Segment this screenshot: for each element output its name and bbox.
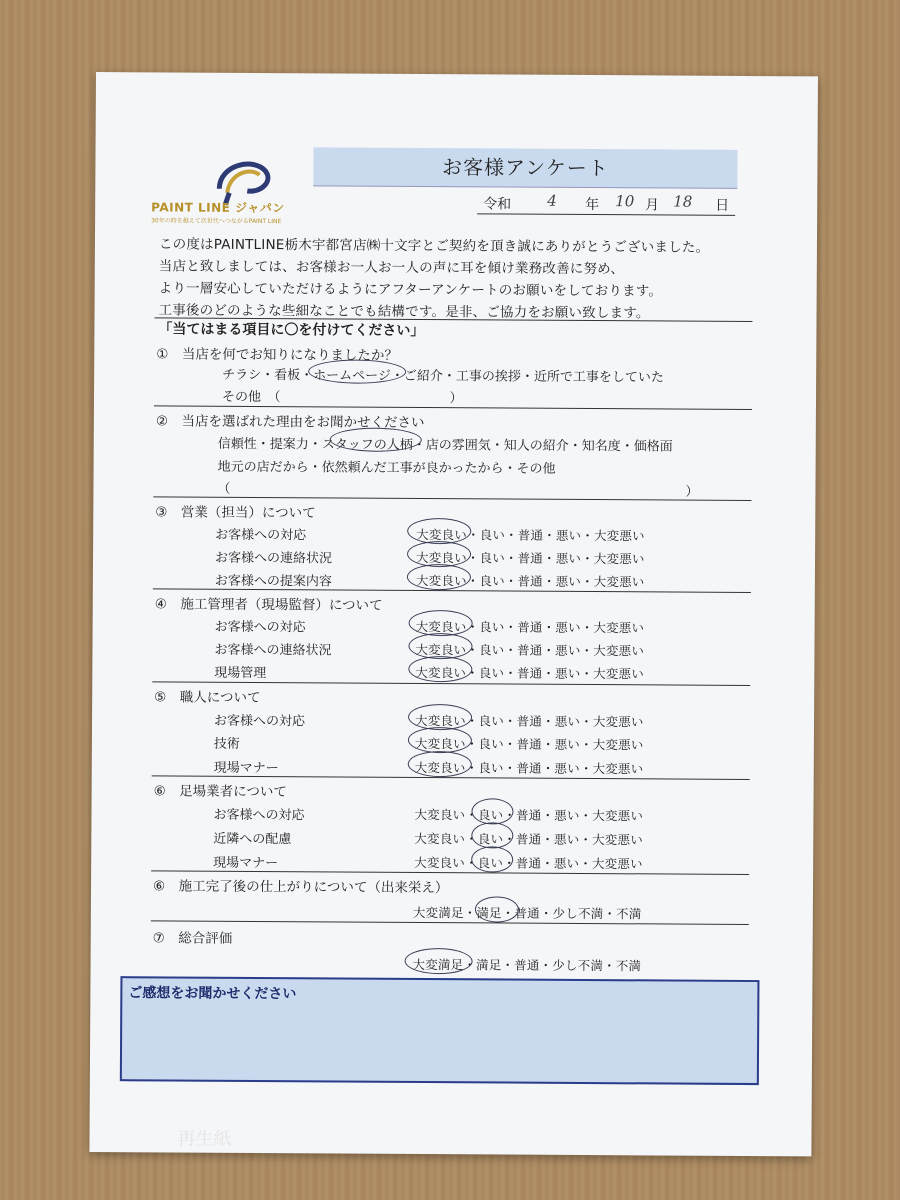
- q8-title: ⑦ 総合評価: [152, 930, 233, 947]
- q7-title: ⑥ 施工完了後の仕上がりについて（出来栄え）: [152, 878, 449, 897]
- selection-circle: [404, 948, 472, 974]
- q4-item-label: 現場管理: [214, 665, 267, 682]
- selection-circle: [475, 896, 519, 922]
- intro-line: 工事後のどのような些細なことでも結構です。是非、ご協力をお願い致します。: [158, 302, 650, 322]
- selection-circle: [471, 846, 513, 872]
- q1-options: チラシ・看板・ホームページ・ご紹介・工事の挨拶・近所で工事をしていた: [222, 367, 664, 386]
- rating-options: 大変良い・良い・普通・悪い・大変悪い: [414, 854, 643, 872]
- q3-item-label: お客様への連絡状況: [214, 550, 333, 567]
- q5-title: ⑤ 職人について: [154, 689, 261, 707]
- date-line: [477, 191, 735, 216]
- survey-sheet: [89, 72, 818, 1156]
- rating-options: 大変良い・良い・普通・悪い・大変悪い: [414, 759, 644, 777]
- date-year-unit: 年: [585, 196, 600, 214]
- selection-circle: [408, 656, 472, 682]
- survey-title: お客様アンケート: [313, 147, 737, 189]
- q1-other: その他 （ ）: [221, 389, 463, 407]
- selection-circle: [471, 822, 513, 848]
- q2-options: 地元の店だから・依然頼んだ工事が良かったから・その他: [217, 459, 556, 477]
- satisfaction-options: 大変満足・満足・普通・少し不満・不満: [412, 956, 642, 974]
- selection-circle: [471, 798, 513, 824]
- date-month: 10: [615, 192, 635, 211]
- recycled-paper-mark: 再生紙: [177, 1128, 232, 1150]
- rating-options: 大変良い・良い・普通・悪い・大変悪い: [414, 830, 643, 848]
- selection-circle: [407, 564, 471, 590]
- q3-item-label: お客様への対応: [215, 527, 307, 544]
- date-day-unit: 日: [715, 197, 730, 214]
- date-year: 4: [547, 191, 557, 210]
- date-month-unit: 月: [645, 197, 660, 214]
- selection-circle: [408, 751, 472, 777]
- rating-options: 大変良い・良い・普通・悪い・大変悪い: [415, 618, 645, 636]
- intro-line: この度はPAINTLINE栃木宇都宮店㈱十文字とご契約を頂き誠にありがとうございました。: [158, 236, 710, 256]
- satisfaction-options: 大変満足・満足・普通・少し不満・不満: [412, 904, 642, 922]
- rating-options: 大変良い・良い・普通・悪い・大変悪い: [416, 526, 645, 544]
- date-era: 令和: [483, 196, 512, 213]
- rating-options: 大変良い・良い・普通・悪い・大変悪い: [414, 712, 644, 730]
- q5-item-label: 現場マナー: [213, 760, 279, 777]
- intro-line: より一層安心していただけるようにアフターアンケートのお願いをしております。: [158, 280, 663, 300]
- rating-options: 大変良い・良い・普通・悪い・大変悪い: [414, 806, 644, 824]
- logo-tagline: 30年の時を越えて次世代へつながるPAINT LINE: [151, 217, 282, 226]
- intro-line: 当店と致しましては、お客様お一人お一人の声に耳を傾け業務改善に努め、: [158, 258, 625, 278]
- comment-box[interactable]: [120, 976, 760, 1085]
- q4-item-label: お客様への連絡状況: [214, 642, 332, 659]
- q3-item-label: お客様への提案内容: [214, 573, 332, 590]
- instruction: 「当てはまる項目に〇を付けてください」: [158, 321, 425, 340]
- selection-circle: [308, 359, 406, 384]
- rating-options: 大変良い・良い・普通・悪い・大変悪い: [415, 641, 645, 659]
- q2-options: 信頼性・提案力・スタッフの人柄・店の雰囲気・知人の紹介・知名度・価格面: [217, 436, 673, 455]
- q6-item-label: お客様への対応: [213, 807, 305, 824]
- selection-circle: [408, 727, 472, 753]
- logo-brand: PAINT LINE ジャパン: [151, 200, 285, 216]
- q2-title: ② 当店を選ばれた理由をお聞かせください: [155, 413, 425, 432]
- rating-options: 大変良い・良い・普通・悪い・大変悪い: [415, 549, 645, 567]
- rating-options: 大変良い・良い・普通・悪い・大変悪い: [415, 664, 644, 682]
- q1-title: ① 当店を何でお知りになりましたか？: [156, 346, 398, 364]
- comment-title: ご感想をお聞かせください: [128, 985, 297, 1003]
- q4-title: ④ 施工管理者（現場監督）について: [154, 596, 383, 614]
- q5-item-label: お客様への対応: [213, 713, 306, 730]
- date-day: 18: [673, 192, 693, 211]
- q6-title: ⑥ 足場業者について: [153, 783, 287, 801]
- rating-options: 大変良い・良い・普通・悪い・大変悪い: [414, 735, 644, 753]
- q5-item-label: 技術: [213, 736, 240, 752]
- q6-item-label: 現場マナー: [213, 855, 279, 872]
- q4-item-label: お客様への対応: [214, 619, 306, 636]
- selection-circle: [330, 427, 422, 452]
- q6-item-label: 近隣への配慮: [213, 831, 292, 848]
- rating-options: 大変良い・良い・普通・悪い・大変悪い: [415, 572, 645, 590]
- q3-title: ③ 営業（担当）について: [155, 504, 316, 522]
- q2-other: （ ）: [217, 481, 699, 500]
